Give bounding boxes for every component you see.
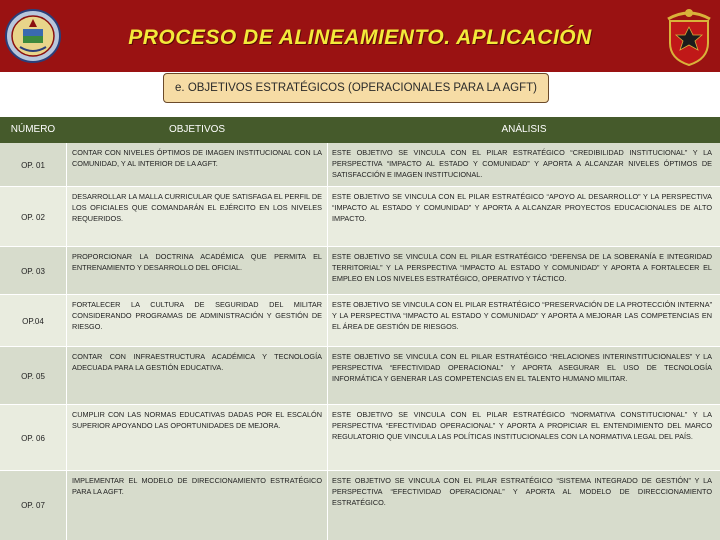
column-divider [327, 143, 328, 540]
table-row [0, 347, 720, 405]
objective-number: OP. 07 [21, 501, 45, 510]
objective-text: DESARROLLAR LA MALLA CURRICULAR QUE SATISFAGA EL PERFIL DE LOS OFICIALES QUE COMANDARÁN EL EJÉRCITO EN LOS NIVELES REQUERIDOS. [72, 192, 322, 223]
objective-number: OP.04 [22, 316, 44, 326]
analysis-text: ESTE OBJETIVO SE VINCULA CON EL PILAR ESTRATÉGICO “SISTEMA INTEGRADO DE GESTIÓN” Y LA PERSPECTIVA “EFECTIVIDAD OPERACIONAL” Y APORTA AL MODELO DE DIRECCIONAMIENTO ESTRATÉGICO. [332, 476, 712, 507]
column-header-numero: NÚMERO [10, 124, 56, 135]
objective-number: OP. 06 [21, 433, 45, 443]
column-header-objetivos: OBJETIVOS [168, 124, 226, 135]
column-header-analisis: ANÁLISIS [501, 124, 547, 135]
column-divider [66, 143, 67, 540]
army-crest-logo-icon [662, 5, 716, 67]
analysis-text: ESTE OBJETIVO SE VINCULA CON EL PILAR ESTRATÉGICO “RELACIONES INTERINSTITUCIONALES” Y LA PERSPECTIVA “EFECTIVIDAD OPERACIONAL” Y APORTA ASEGURAR EL USO DE TECNOLOGÍA INFORMÁTICA Y GENERAR LAS COMPETENCIAS EN EL TALENTO HUMANO MILITAR. [332, 352, 712, 383]
objective-text: PROPORCIONAR LA DOCTRINA ACADÉMICA QUE PERMITA EL ENTRENAMIENTO Y DESARROLLO DEL OFICIAL. [72, 252, 322, 272]
objective-text: CUMPLIR CON LAS NORMAS EDUCATIVAS DADAS POR EL ESCALÓN SUPERIOR APOYANDO LAS OPORTUNIDADES DE MEJORA. [72, 410, 322, 430]
title-banner [0, 0, 720, 72]
objective-text: CONTAR CON INFRAESTRUCTURA ACADÉMICA Y TECNOLOGÍA ADECUADA PARA LA GESTIÓN EDUCATIVA. [72, 352, 322, 372]
objective-number: OP. 03 [21, 266, 45, 276]
objective-number: OP. 05 [21, 371, 45, 381]
objective-text: FORTALECER LA CULTURA DE SEGURIDAD DEL MILITAR CONSIDERANDO PROGRAMAS DE ADMINISTRACIÓN Y GESTIÓN DE RIESGO. [72, 300, 322, 331]
table-row [0, 187, 720, 247]
analysis-text: ESTE OBJETIVO SE VINCULA CON EL PILAR ESTRATÉGICO “NORMATIVA CONSTITUCIONAL” Y LA PERSPECTIVA “EFECTIVIDAD OPERACIONAL” Y APORTA A PROPICIAR EL ENTENDIMIENTO DEL MARCO REGULATORIO QUE VINCULA LAS POLÍTICAS INSTITUCIONALES CON LA NORMATIVA LEGAL DEL PAÍS. [332, 410, 712, 441]
analysis-text: ESTE OBJETIVO SE VINCULA CON EL PILAR ESTRATÉGICO “CREDIBILIDAD INSTITUCIONAL” Y LA PERSPECTIVA “IMPACTO AL ESTADO Y COMUNIDAD” Y APORTA A ALCANZAR NIVELES ÓPTIMOS DE SATISFACCIÓN E IMAGEN INSTITUCIONAL. [332, 148, 712, 179]
objective-text: CONTAR CON NIVELES ÓPTIMOS DE IMAGEN INSTITUCIONAL CON LA COMUNIDAD, Y AL INTERIOR DE LA AGFT. [72, 148, 322, 168]
objective-text: IMPLEMENTAR EL MODELO DE DIRECCIONAMIENTO ESTRATÉGICO PARA LA AGFT. [72, 476, 322, 496]
table-row [0, 247, 720, 295]
section-subtitle: e. OBJETIVOS ESTRATÉGICOS (OPERACIONALES PARA LA AGFT) [163, 73, 549, 103]
table-header-row [0, 117, 720, 143]
analysis-text: ESTE OBJETIVO SE VINCULA CON EL PILAR ESTRATÉGICO “APOYO AL DESARROLLO” Y LA PERSPECTIVA “IMPACTO AL ESTADO Y COMUNIDAD” Y APORTA A ALCANZAR PROYECTOS EDUCACIONALES DE ALTO IMPACTO. [332, 192, 712, 223]
objective-number: OP. 02 [21, 212, 45, 222]
table-row [0, 405, 720, 471]
institution-shield-logo-icon [4, 7, 62, 65]
table-row [0, 143, 720, 187]
table-row [0, 295, 720, 347]
analysis-text: ESTE OBJETIVO SE VINCULA CON EL PILAR ESTRATÉGICO “PRESERVACIÓN DE LA PROTECCIÓN INTERNA” Y LA PERSPECTIVA “IMPACTO AL ESTADO Y COMUNIDAD” Y APORTA A MEJORAR LAS COMPETENCIAS EN EL ÁREA DE GESTIÓN DE RIESGOS. [332, 300, 712, 331]
objective-number: OP. 01 [21, 160, 45, 170]
table-row [0, 471, 720, 540]
page-title: PROCESO DE ALINEAMIENTO. APLICACIÓN [128, 26, 592, 49]
analysis-text: ESTE OBJETIVO SE VINCULA CON EL PILAR ESTRATÉGICO “DEFENSA DE LA SOBERANÍA E INTEGRIDAD TERRITORIAL” Y LA PERSPECTIVA “IMPACTO AL ESTADO Y COMUNIDAD” Y APORTA A FORTALECER EL EMPLEO EN LOS NIVELES ESTRATÉGICO, OPERATIVO Y TÁCTICO. [332, 252, 712, 283]
